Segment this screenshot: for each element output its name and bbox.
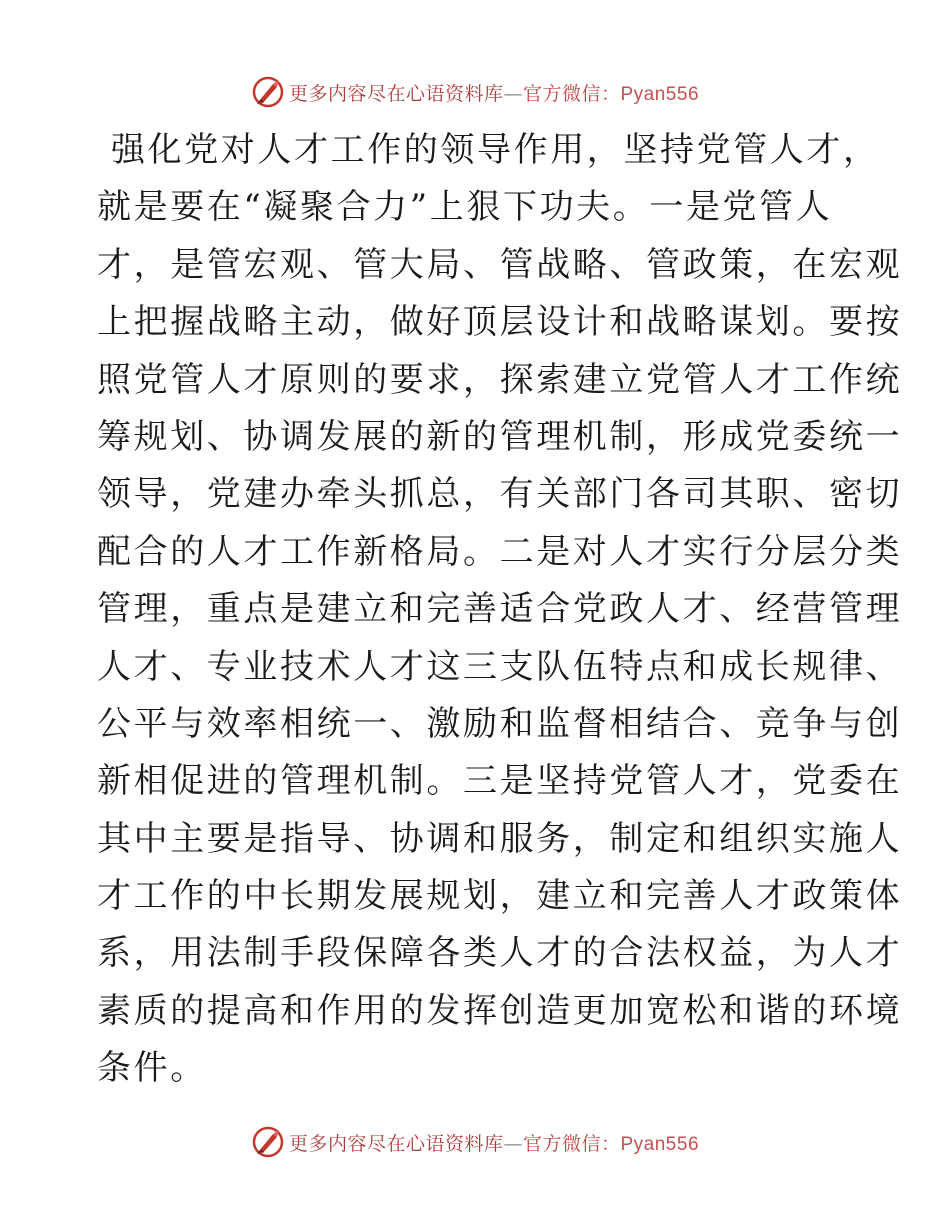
body-line: 强化党对人才工作的领导作用，坚持党管人才， [111, 130, 880, 170]
body-line: 系，用法制手段保障各类人才的合法权益，为人才 [97, 933, 903, 974]
body-line: 领导，党建办牵头抓总，有关部门各司其职、密切 [97, 474, 903, 515]
footer-banner-text [289, 1129, 699, 1156]
header-banner [0, 72, 950, 112]
banner-slogan: 更多内容尽在心语资料库 [288, 82, 504, 105]
footer-banner [0, 1122, 950, 1162]
banner-separator: — [503, 82, 523, 105]
body-line: 公平与效率相统一、激励和监督相结合、竞争与创 [97, 703, 903, 744]
quill-pen-logo-icon [251, 1125, 285, 1159]
body-line: 管理，重点是建立和完善适合党政人才、经营管理 [97, 589, 903, 630]
quill-pen-logo-icon [251, 75, 285, 109]
banner-official-label: 官方微信： [522, 82, 621, 105]
body-line: 才，是管宏观、管大局、管战略、管政策，在宏观 [97, 244, 903, 285]
body-line: 上把握战略主动，做好顶层设计和战略谋划。要按 [97, 302, 903, 343]
body-line: 新相促进的管理机制。三是坚持党管人才，党委在 [97, 761, 903, 802]
document-body [97, 122, 903, 1098]
body-line: 其中主要是指导、协调和服务，制定和组织实施人 [97, 818, 903, 859]
body-line: 配合的人才工作新格局。二是对人才实行分层分类 [97, 531, 903, 572]
banner-account-id: Pyan556 [620, 1133, 700, 1155]
body-line: 条件。 [97, 1048, 207, 1089]
banner-separator: — [503, 1132, 523, 1155]
body-line: 照党管人才原则的要求，探索建立党管人才工作统 [97, 359, 903, 400]
body-line: 就是要在“凝聚合力”上狠下功夫。一是党管人 [97, 187, 833, 228]
body-line: 素质的提高和作用的发挥创造更加宽松和谐的环境 [97, 990, 903, 1031]
banner-slogan: 更多内容尽在心语资料库 [288, 1132, 504, 1155]
banner-official-label: 官方微信： [522, 1132, 621, 1155]
body-line: 筹规划、协调发展的新的管理机制，形成党委统一 [97, 416, 903, 457]
body-line: 人才、专业技术人才这三支队伍特点和成长规律、 [97, 646, 903, 687]
body-line: 才工作的中长期发展规划，建立和完善人才政策体 [97, 876, 903, 917]
banner-account-id: Pyan556 [620, 83, 700, 105]
header-banner-text [289, 79, 699, 106]
